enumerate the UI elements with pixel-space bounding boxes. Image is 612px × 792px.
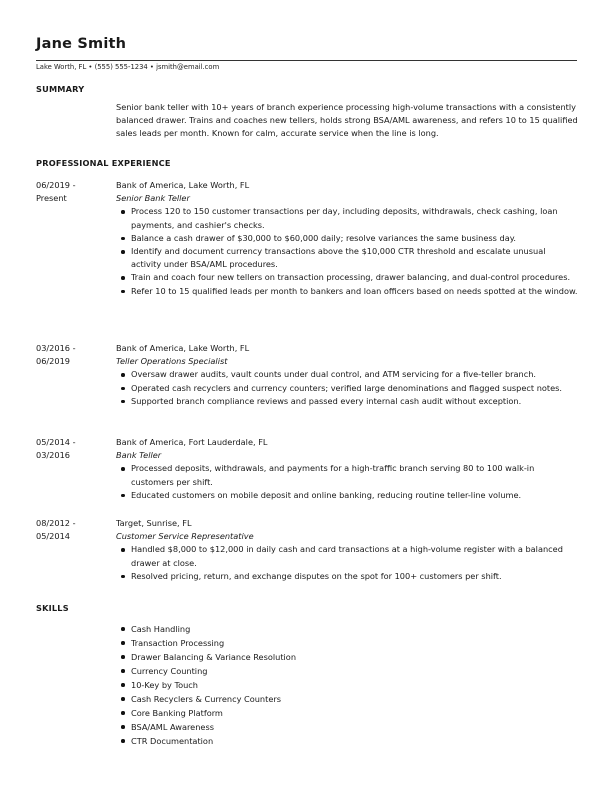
experience-heading: PROFESSIONAL EXPERIENCE [36,158,171,168]
summary-heading: SUMMARY [36,84,85,94]
skill-item: Transaction Processing [131,636,416,650]
job-date-start: 06/2019 - [36,180,76,190]
job-entry [116,342,578,408]
candidate-name: Jane Smith [36,36,127,52]
job-bullet: Oversaw drawer audits, vault counts under dual control, and ATM servicing for a five-teller branch. [131,368,578,381]
skill-item: BSA/AML Awareness [131,720,416,734]
job-bullet: Operated cash recyclers and currency counters; verified large denominations and flagged suspect notes. [131,382,578,395]
job-date-end: 06/2019 [36,356,71,367]
job-title: Bank Teller [116,450,162,461]
skill-item: Core Banking Platform [131,706,416,720]
job-bullets [116,543,578,583]
job-dates [36,179,76,205]
job-title: Customer Service Representative [116,531,254,542]
job-entry [116,517,578,583]
job-employer: Bank of America, Lake Worth, FL [116,180,250,190]
job-entry [116,179,578,298]
job-dates [36,342,76,368]
job-employer: Target, Sunrise, FL [116,518,192,528]
job-employer: Bank of America, Fort Lauderdale, FL [116,437,268,447]
skill-item: Drawer Balancing & Variance Resolution [131,650,416,664]
job-employer: Bank of America, Lake Worth, FL [116,343,250,353]
job-bullet: Supported branch compliance reviews and passed every internal cash audit without exception. [131,395,578,408]
job-date-end: 05/2014 [36,531,71,542]
job-bullet: Process 120 to 150 customer transactions per day, including deposits, withdrawals, check cashing, loan payments, and cashier's checks. [131,205,578,231]
job-bullet: Train and coach four new tellers on transaction processing, drawer balancing, and dual-control procedures. [131,271,578,284]
job-bullet: Balance a cash drawer of $30,000 to $60,000 daily; resolve variances the same business day. [131,232,578,245]
job-dates [36,436,76,462]
job-title: Senior Bank Teller [116,193,190,204]
job-date-start: 03/2016 - [36,343,76,353]
job-date-end: Present [36,193,67,204]
job-bullet: Refer 10 to 15 qualified leads per month to bankers and loan officers based on needs spotted at the window. [131,285,578,298]
job-date-start: 08/2012 - [36,518,76,528]
job-bullet: Identify and document currency transactions above the $10,000 CTR threshold and escalate unusual activity under BSA/AML procedures. [131,245,578,271]
job-date-end: 03/2016 [36,450,71,461]
skills-heading: SKILLS [36,603,69,613]
skill-item: Cash Handling [131,622,416,636]
contact-line: Lake Worth, FL • (555) 555-1234 • jsmith@email.com [36,63,220,71]
job-entry [116,436,578,502]
skill-item: 10-Key by Touch [131,678,416,692]
job-bullet: Processed deposits, withdrawals, and payments for a high-traffic branch serving 80 to 100 walk-in customers per shift. [131,462,578,488]
job-bullet: Handled $8,000 to $12,000 in daily cash and card transactions at a high-volume register with a balanced drawer at close. [131,543,578,569]
job-bullets [116,205,578,297]
job-bullet: Educated customers on mobile deposit and online banking, reducing routine teller-line volume. [131,489,578,502]
job-bullets [116,368,578,408]
job-bullet: Resolved pricing, return, and exchange disputes on the spot for 100+ customers per shift. [131,570,578,583]
skill-item: Currency Counting [131,664,416,678]
skills-list [116,622,416,748]
summary-paragraph: Senior bank teller with 10+ years of branch experience processing high-volume transactions with a consistently balanced drawer. Trains and coaches new tellers, holds strong BSA/AML awareness, and refers 10 to 15 qualified sales leads per month. Known for calm, accurate service when the line is long. [116,102,578,139]
skill-item: Cash Recyclers & Currency Counters [131,692,416,706]
job-title: Teller Operations Specialist [116,356,228,367]
header-divider [36,60,577,61]
job-dates [36,517,76,543]
skill-item: CTR Documentation [131,734,416,748]
job-bullets [116,462,578,502]
job-date-start: 05/2014 - [36,437,76,447]
